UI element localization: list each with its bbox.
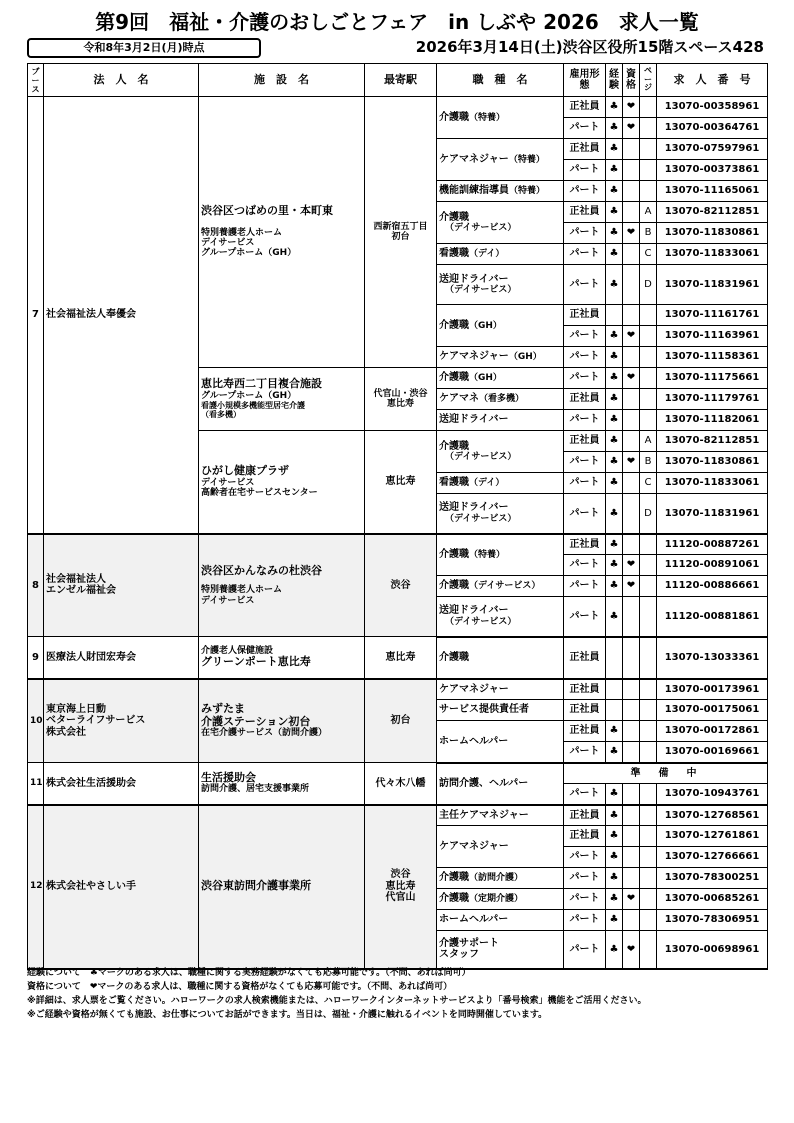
heart-icon [623, 742, 640, 763]
note-qualification: 資格について ❤マークのある求人は、職種に関する資格がなくても応募可能です。（不問、あれば尚可） [27, 982, 453, 992]
job-listing-table [27, 63, 768, 970]
job-number: 13070-00685261 [657, 889, 768, 910]
heart-icon [623, 244, 640, 265]
facility-name: ひがし健康プラザ [201, 464, 289, 478]
facility-type: （看多機） [201, 410, 241, 420]
booth-number: 8 [28, 534, 44, 637]
job-title: 介護職（GH） [437, 305, 564, 347]
facility-name: 渋谷区かんなみの杜渋谷 [201, 563, 322, 577]
employment-type: パート [564, 910, 606, 931]
club-icon: ♣ [606, 597, 623, 637]
employment-type: パート [564, 368, 606, 389]
job-number: 13070-13033361 [657, 637, 768, 679]
heart-icon: ❤ [623, 118, 640, 139]
nearest-station: 代々木八幡 [365, 763, 437, 805]
facility-type: デイサービス [201, 477, 255, 488]
facility-type: 在宅介護サービス（訪問介護） [201, 728, 328, 739]
club-icon: ♣ [606, 805, 623, 826]
job-title: 介護サポート スタッフ [437, 931, 564, 969]
job-number: 13070-11831961 [657, 494, 768, 534]
job-title: 訪問介護、ヘルパー [437, 763, 564, 805]
club-icon: ♣ [606, 244, 623, 265]
employment-type: 正社員 [564, 679, 606, 700]
employment-type: 正社員 [564, 202, 606, 223]
employment-type: パート [564, 326, 606, 347]
facility-name: 恵比寿西二丁目複合施設 [201, 377, 322, 391]
facility-cell [199, 431, 365, 534]
page-marker [640, 160, 657, 181]
job-number: 13070-82112851 [657, 431, 768, 452]
club-icon: ♣ [606, 721, 623, 742]
employment-type: 正社員 [564, 700, 606, 721]
note-experience: 経験について ♣マークのある求人は、職種に関する実務経験がなくても応募可能です。（不問、あれば尚可） [27, 968, 471, 978]
col-emp-type: 雇用形態 [564, 64, 606, 97]
corporation-name: 医療法人財団宏寿会 [44, 637, 199, 679]
page-title: 第9回 福祉・介護のおしごとフェア in しぶや 2026 求人一覧 [95, 10, 699, 34]
page-marker [640, 889, 657, 910]
club-icon: ♣ [606, 181, 623, 202]
page-marker: C [640, 473, 657, 494]
employment-type: 正社員 [564, 805, 606, 826]
page-marker [640, 679, 657, 700]
corporation-name: 社会福祉法人奉優会 [44, 97, 199, 534]
facility-type: 看護小規模多機能型居宅介護 [201, 401, 305, 411]
page-marker [640, 805, 657, 826]
job-number: 13070-11831961 [657, 265, 768, 305]
employment-type: パート [564, 576, 606, 597]
job-number: 13070-82112851 [657, 202, 768, 223]
job-title: ケアマネジャー [437, 826, 564, 868]
job-number: 13070-11833061 [657, 473, 768, 494]
club-icon: ♣ [606, 347, 623, 368]
page-marker [640, 931, 657, 969]
job-title: 介護職（特養） [437, 534, 564, 576]
club-icon [606, 700, 623, 721]
club-icon: ♣ [606, 118, 623, 139]
facility-name: グリーンポート恵比寿 [201, 655, 311, 669]
heart-icon [623, 826, 640, 847]
preparing-notice: 準 備 中 [564, 763, 768, 784]
page-marker [640, 181, 657, 202]
heart-icon: ❤ [623, 555, 640, 576]
note-details: ※詳細は、求人票をご覧ください。ハローワークの求人検索機能または、ハローワークインターネットサービスより「番号検索」機能をご活用ください。 [27, 996, 647, 1006]
page-marker: D [640, 265, 657, 305]
facility-type: グループホーム（GH） [201, 248, 297, 259]
heart-icon [623, 389, 640, 410]
heart-icon: ❤ [623, 97, 640, 118]
col-exp: 経験 [606, 64, 623, 97]
facility-cell [199, 534, 365, 637]
job-number: 13070-00373861 [657, 160, 768, 181]
heart-icon [623, 534, 640, 555]
job-title: 主任ケアマネジャー [437, 805, 564, 826]
club-icon: ♣ [606, 223, 623, 244]
job-title: 機能訓練指導員（特養） [437, 181, 564, 202]
heart-icon [623, 347, 640, 368]
job-number: 13070-12768561 [657, 805, 768, 826]
footnotes [27, 966, 777, 1022]
job-number: 13070-00364761 [657, 118, 768, 139]
job-number: 13070-12766661 [657, 847, 768, 868]
job-number: 13070-00698961 [657, 931, 768, 969]
col-facility: 施 設 名 [199, 64, 365, 97]
employment-type: パート [564, 742, 606, 763]
employment-type: 正社員 [564, 534, 606, 555]
employment-type: パート [564, 347, 606, 368]
job-number: 13070-11830861 [657, 223, 768, 244]
job-number: 13070-00175061 [657, 700, 768, 721]
club-icon: ♣ [606, 576, 623, 597]
job-title: ケアマネジャー [437, 679, 564, 700]
employment-type: パート [564, 265, 606, 305]
employment-type: 正社員 [564, 431, 606, 452]
nearest-station: 代官山・渋谷 恵比寿 [365, 368, 437, 431]
job-title: ホームヘルパー [437, 721, 564, 763]
heart-icon [623, 679, 640, 700]
heart-icon: ❤ [623, 931, 640, 969]
job-number: 13070-12761861 [657, 826, 768, 847]
job-title: 介護職（デイサービス） [437, 576, 564, 597]
employment-type: 正社員 [564, 97, 606, 118]
corporation-name: 株式会社やさしい手 [44, 805, 199, 969]
job-title: ホームヘルパー [437, 910, 564, 931]
page-marker: C [640, 244, 657, 265]
employment-type: パート [564, 597, 606, 637]
heart-icon [623, 305, 640, 326]
employment-type: 正社員 [564, 637, 606, 679]
heart-icon [623, 202, 640, 223]
nearest-station: 西新宿五丁目 初台 [365, 97, 437, 368]
job-number: 11120-00891061 [657, 555, 768, 576]
note-event: ※ご経験や資格が無くても施設、お仕事についてお話ができます。当日は、福祉・介護に触れるイベントを同時開催しています。 [27, 1010, 548, 1020]
heart-icon [623, 265, 640, 305]
page-marker [640, 826, 657, 847]
employment-type: パート [564, 931, 606, 969]
facility-name: みずたま 介護ステーション初台 [201, 701, 311, 728]
club-icon [606, 679, 623, 700]
club-icon: ♣ [606, 473, 623, 494]
corporation-name: 社会福祉法人 エンゼル福祉会 [44, 534, 199, 637]
page-marker [640, 389, 657, 410]
page-marker [640, 139, 657, 160]
heart-icon [623, 910, 640, 931]
job-number: 13070-11833061 [657, 244, 768, 265]
page-marker: B [640, 452, 657, 473]
employment-type: 正社員 [564, 721, 606, 742]
heart-icon [623, 721, 640, 742]
facility-name: 生活援助会 [201, 770, 256, 784]
page-marker [640, 637, 657, 679]
job-title: 介護職（特養） [437, 97, 564, 139]
col-booth: ブース [28, 64, 44, 97]
facility-cell [199, 637, 365, 679]
job-title: ケアマネジャー（GH） [437, 347, 564, 368]
heart-icon [623, 410, 640, 431]
job-number: 13070-11182061 [657, 410, 768, 431]
as-of-date: 令和8年3月2日(月)時点 [27, 38, 261, 58]
col-qual: 資格 [623, 64, 640, 97]
employment-type: パート [564, 847, 606, 868]
heart-icon [623, 700, 640, 721]
club-icon: ♣ [606, 868, 623, 889]
page-marker [640, 576, 657, 597]
employment-type: パート [564, 555, 606, 576]
club-icon: ♣ [606, 742, 623, 763]
facility-type: デイサービス [201, 595, 255, 606]
club-icon: ♣ [606, 97, 623, 118]
page-marker [640, 534, 657, 555]
employment-type: 正社員 [564, 139, 606, 160]
club-icon [606, 637, 623, 679]
facility-type: 介護老人保健施設 [201, 645, 274, 656]
job-title: 送迎ドライバー （デイサービス） [437, 597, 564, 637]
page-marker [640, 721, 657, 742]
job-number: 13070-11161761 [657, 305, 768, 326]
page-marker [640, 368, 657, 389]
club-icon: ♣ [606, 494, 623, 534]
club-icon: ♣ [606, 368, 623, 389]
facility-type: デイサービス [201, 238, 255, 249]
heart-icon [623, 494, 640, 534]
club-icon: ♣ [606, 826, 623, 847]
job-number: 13070-78306951 [657, 910, 768, 931]
club-icon: ♣ [606, 910, 623, 931]
job-title: ケアマネジャー（特養） [437, 139, 564, 181]
booth-number: 7 [28, 97, 44, 534]
heart-icon [623, 473, 640, 494]
nearest-station: 恵比寿 [365, 431, 437, 534]
heart-icon: ❤ [623, 576, 640, 597]
job-number: 13070-00358961 [657, 97, 768, 118]
page-marker: D [640, 494, 657, 534]
facility-type: 特別養護老人ホーム [201, 227, 283, 238]
heart-icon [623, 597, 640, 637]
page-marker [640, 305, 657, 326]
col-number: 求 人 番 号 [657, 64, 768, 97]
job-number: 13070-07597961 [657, 139, 768, 160]
heart-icon [623, 784, 640, 805]
job-number: 13070-00172861 [657, 721, 768, 742]
page-marker [640, 410, 657, 431]
employment-type: パート [564, 410, 606, 431]
corporation-name: 東京海上日動 ベターライフサービス 株式会社 [44, 679, 199, 763]
heart-icon [623, 160, 640, 181]
page-marker [640, 347, 657, 368]
job-number: 13070-11163961 [657, 326, 768, 347]
club-icon: ♣ [606, 847, 623, 868]
employment-type: パート [564, 244, 606, 265]
employment-type: パート [564, 452, 606, 473]
heart-icon [623, 181, 640, 202]
job-title: 介護職 [437, 637, 564, 679]
employment-type: パート [564, 118, 606, 139]
heart-icon [623, 139, 640, 160]
job-title: 介護職（訪問介護） [437, 868, 564, 889]
job-number: 13070-78300251 [657, 868, 768, 889]
job-number: 13070-10943761 [657, 784, 768, 805]
page-marker [640, 847, 657, 868]
heart-icon [623, 868, 640, 889]
club-icon: ♣ [606, 889, 623, 910]
employment-type: パート [564, 868, 606, 889]
club-icon: ♣ [606, 160, 623, 181]
facility-name: 渋谷東訪問介護事業所 [201, 879, 311, 893]
club-icon: ♣ [606, 931, 623, 969]
employment-type: パート [564, 223, 606, 244]
job-number: 13070-00173961 [657, 679, 768, 700]
col-job: 職 種 名 [437, 64, 564, 97]
job-title: 看護職（デイ） [437, 473, 564, 494]
facility-type: グループホーム（GH） [201, 390, 297, 401]
facility-name: 渋谷区つばめの里・本町東 [201, 204, 333, 218]
page-marker [640, 868, 657, 889]
employment-type: パート [564, 784, 606, 805]
page-marker [640, 910, 657, 931]
page-marker [640, 555, 657, 576]
booth-number: 10 [28, 679, 44, 763]
nearest-station: 渋谷 [365, 534, 437, 637]
job-title: 介護職（GH） [437, 368, 564, 389]
heart-icon [623, 805, 640, 826]
nearest-station: 恵比寿 [365, 637, 437, 679]
job-number: 13070-00169661 [657, 742, 768, 763]
booth-number: 9 [28, 637, 44, 679]
page-marker [640, 326, 657, 347]
club-icon: ♣ [606, 202, 623, 223]
club-icon: ♣ [606, 555, 623, 576]
heart-icon [623, 637, 640, 679]
club-icon [606, 305, 623, 326]
club-icon: ♣ [606, 784, 623, 805]
facility-cell [199, 368, 365, 431]
job-title: 介護職 （デイサービス） [437, 431, 564, 473]
facility-cell [199, 679, 365, 763]
job-title: 看護職（デイ） [437, 244, 564, 265]
club-icon: ♣ [606, 452, 623, 473]
employment-type: 正社員 [564, 389, 606, 410]
facility-type: 特別養護老人ホーム [201, 585, 283, 596]
job-number: 13070-11179761 [657, 389, 768, 410]
employment-type: パート [564, 494, 606, 534]
page-marker [640, 784, 657, 805]
page-marker [640, 742, 657, 763]
facility-type: 高齢者在宅サービスセンター [201, 488, 318, 499]
page-marker: A [640, 431, 657, 452]
club-icon: ♣ [606, 265, 623, 305]
col-corp: 法 人 名 [44, 64, 199, 97]
nearest-station: 渋谷 恵比寿 代官山 [365, 805, 437, 969]
booth-number: 11 [28, 763, 44, 805]
club-icon: ♣ [606, 139, 623, 160]
heart-icon [623, 847, 640, 868]
page-marker: A [640, 202, 657, 223]
col-station: 最寄駅 [365, 64, 437, 97]
nearest-station: 初台 [365, 679, 437, 763]
job-title: 介護職 （デイサービス） [437, 202, 564, 244]
job-title: サービス提供責任者 [437, 700, 564, 721]
job-title: ケアマネ（看多機） [437, 389, 564, 410]
heart-icon [623, 431, 640, 452]
heart-icon: ❤ [623, 326, 640, 347]
heart-icon: ❤ [623, 452, 640, 473]
page-marker [640, 118, 657, 139]
club-icon: ♣ [606, 410, 623, 431]
employment-type: 正社員 [564, 305, 606, 326]
facility-cell [199, 805, 365, 969]
club-icon: ♣ [606, 389, 623, 410]
page-marker [640, 97, 657, 118]
heart-icon: ❤ [623, 889, 640, 910]
col-page: ページ [640, 64, 657, 97]
job-number: 11120-00887261 [657, 534, 768, 555]
corporation-name: 株式会社生活援助会 [44, 763, 199, 805]
employment-type: パート [564, 473, 606, 494]
job-title: 送迎ドライバー （デイサービス） [437, 265, 564, 305]
booth-number: 12 [28, 805, 44, 969]
job-number: 11120-00886661 [657, 576, 768, 597]
event-venue: 2026年3月14日(土)渋谷区役所15階スペース428 [415, 38, 764, 56]
employment-type: パート [564, 889, 606, 910]
page-marker: B [640, 223, 657, 244]
job-title: 送迎ドライバー （デイサービス） [437, 494, 564, 534]
employment-type: 正社員 [564, 826, 606, 847]
job-number: 13070-11165061 [657, 181, 768, 202]
heart-icon: ❤ [623, 223, 640, 244]
job-number: 13070-11175661 [657, 368, 768, 389]
facility-cell [199, 97, 365, 368]
employment-type: パート [564, 160, 606, 181]
club-icon: ♣ [606, 326, 623, 347]
club-icon: ♣ [606, 534, 623, 555]
job-title: 送迎ドライバー [437, 410, 564, 431]
job-number: 13070-11830861 [657, 452, 768, 473]
job-number: 11120-00881861 [657, 597, 768, 637]
job-number: 13070-11158361 [657, 347, 768, 368]
club-icon: ♣ [606, 431, 623, 452]
facility-type: 訪問介護、居宅支援事業所 [201, 784, 310, 795]
job-title: 介護職（定期介護） [437, 889, 564, 910]
page-marker [640, 597, 657, 637]
employment-type: パート [564, 181, 606, 202]
page-marker [640, 700, 657, 721]
facility-cell [199, 763, 365, 805]
heart-icon: ❤ [623, 368, 640, 389]
